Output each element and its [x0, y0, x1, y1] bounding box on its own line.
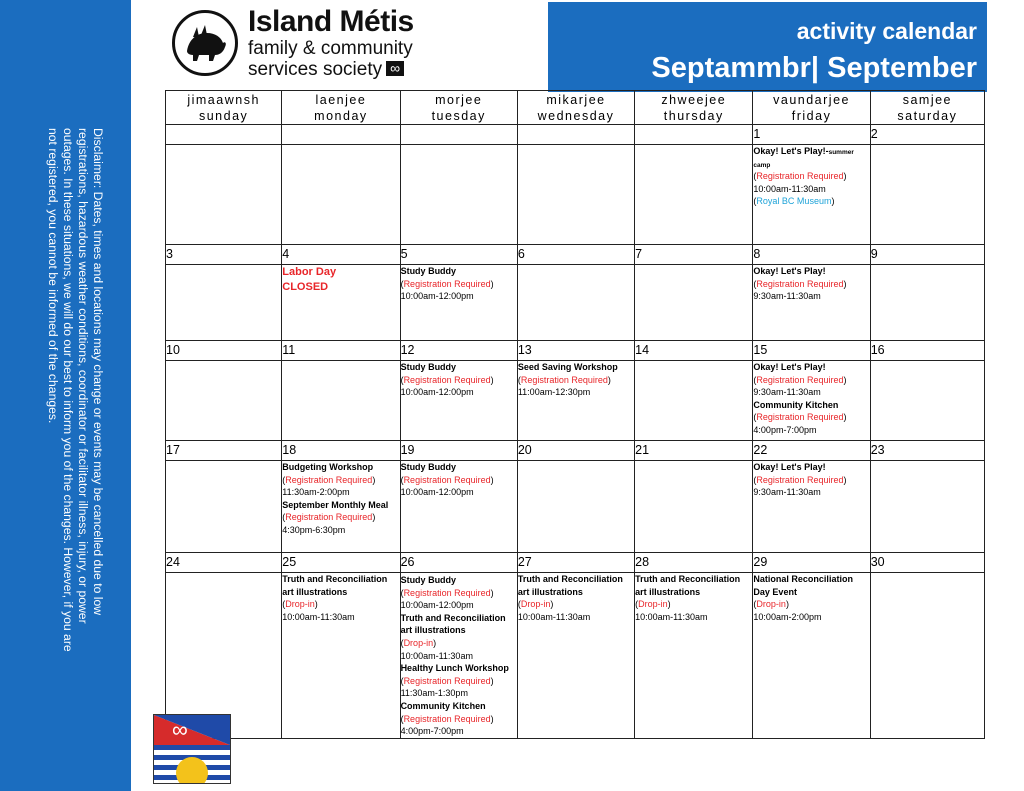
registration-note: Registration Required: [403, 675, 491, 686]
events-cell: [753, 461, 870, 553]
weekday-michif: morjee: [435, 93, 483, 107]
events-cell: [517, 265, 634, 341]
registration-note: Registration Required: [756, 374, 844, 385]
event-time: 9:30am-11:30am: [753, 291, 821, 302]
dropin-note: Drop-in: [756, 599, 786, 610]
event-dropin: (Drop-in): [282, 599, 318, 610]
date-row: [166, 341, 985, 361]
date-cell: 28: [635, 553, 753, 573]
registration-note: Registration Required: [403, 713, 491, 724]
registration-note: Registration Required: [756, 412, 844, 423]
event-time: 4:30pm-6:30pm: [282, 524, 346, 535]
event-time: 4:00pm-7:00pm: [400, 726, 464, 737]
event-title: Community Kitchen: [400, 700, 486, 711]
event-time: 10:00am-11:30am: [517, 611, 591, 622]
date-cell: 1: [753, 125, 870, 145]
date-cell: 4: [282, 245, 400, 265]
buffalo-logo-icon: [172, 10, 238, 76]
date-cell: 18: [282, 441, 400, 461]
weekday-michif: samjee: [902, 93, 952, 107]
date-cell: 14: [635, 341, 753, 361]
events-cell: [400, 573, 517, 739]
date-cell: 30: [870, 553, 984, 573]
logo-line-2: family & community: [248, 38, 413, 59]
event-registration: (Registration Required): [282, 512, 376, 523]
event-time: 10:00am-12:00pm: [400, 600, 474, 611]
event-title: Study Buddy: [400, 462, 457, 472]
events-row: [166, 573, 985, 739]
infinity-icon: ∞: [386, 61, 404, 76]
weekday-michif: vaundarjee: [773, 93, 850, 107]
weekday-header: [400, 91, 517, 125]
date-row: [166, 553, 985, 573]
events-cell: [635, 461, 753, 553]
weekday-english: tuesday: [431, 109, 486, 123]
event-registration: (Registration Required): [753, 171, 847, 182]
event-title: Truth and Reconciliation art illustrations: [400, 612, 506, 636]
events-cell: [517, 573, 634, 739]
event-registration: (Registration Required): [400, 713, 494, 724]
event-registration: (Registration Required): [400, 474, 494, 485]
registration-note: Registration Required: [403, 374, 491, 385]
calendar-table: [165, 90, 985, 742]
event-title: Truth and Reconciliation art illustrations: [635, 574, 741, 597]
registration-note: Registration Required: [285, 474, 373, 485]
events-row: [166, 145, 985, 245]
registration-note: Registration Required: [403, 278, 491, 289]
date-cell: 26: [400, 553, 517, 573]
event-time: 10:00am-11:30am: [400, 650, 473, 661]
event-registration: (Registration Required): [753, 412, 847, 423]
events-cell: [282, 573, 400, 739]
dropin-note: Drop-in: [638, 599, 668, 610]
events-row: [166, 461, 985, 553]
organization-logo: [170, 6, 420, 86]
event-registration: (Registration Required): [517, 374, 611, 385]
date-cell: 24: [166, 553, 282, 573]
date-cell: 22: [753, 441, 870, 461]
date-cell: 25: [282, 553, 400, 573]
event-registration: (Registration Required): [282, 474, 376, 485]
events-cell: [517, 361, 634, 441]
date-cell: 12: [400, 341, 517, 361]
event-registration: (Registration Required): [400, 587, 494, 598]
event-registration: (Registration Required): [400, 675, 494, 686]
holiday-label: Labor Day: [282, 266, 337, 278]
flag-infinity-icon: ∞: [172, 717, 188, 742]
event-registration: (Registration Required): [753, 374, 847, 385]
registration-note: Registration Required: [756, 278, 844, 289]
weekday-michif: mikarjee: [546, 93, 606, 107]
event-time: 10:00am-12:00pm: [400, 387, 474, 398]
event-title: Study Buddy: [400, 575, 457, 585]
weekday-header: [517, 91, 634, 125]
events-cell: [635, 361, 753, 441]
event-time: 10:00am-11:30am: [282, 611, 355, 622]
date-cell: 27: [517, 553, 634, 573]
date-cell: 6: [517, 245, 634, 265]
event-title: Study Buddy: [400, 266, 457, 276]
event-dropin: (Drop-in): [517, 599, 554, 610]
events-cell: [166, 461, 282, 553]
event-title: Okay! Let's Play!: [753, 462, 826, 472]
events-cell: [870, 145, 984, 245]
calendar-header: [548, 2, 987, 92]
events-cell: [870, 265, 984, 341]
event-okay-play: [753, 145, 869, 170]
dropin-note: Drop-in: [285, 599, 315, 610]
event-time: 4:00pm-7:00pm: [753, 424, 817, 435]
registration-note: Registration Required: [756, 171, 844, 182]
weekday-michif: jimaawnsh: [187, 93, 260, 107]
weekday-english: saturday: [897, 109, 958, 123]
date-cell: [517, 125, 634, 145]
events-cell: [753, 265, 870, 341]
dropin-note: Drop-in: [520, 599, 551, 610]
event-title: Community Kitchen: [753, 399, 839, 410]
date-row: [166, 245, 985, 265]
closed-label: CLOSED: [282, 281, 329, 293]
event-title: National Reconciliation Day Event: [753, 574, 853, 597]
registration-note: Registration Required: [403, 474, 491, 485]
weekday-michif: zhweejee: [661, 93, 727, 107]
dropin-note: Drop-in: [403, 637, 434, 648]
event-registration: (Registration Required): [400, 374, 494, 385]
date-row: [166, 125, 985, 145]
event-time: 11:00am-12:30pm: [517, 387, 591, 398]
events-cell: [870, 573, 984, 739]
date-cell: 20: [517, 441, 634, 461]
weekday-michif: laenjee: [315, 93, 367, 107]
weekday-english: monday: [314, 109, 368, 123]
date-cell: 23: [870, 441, 984, 461]
event-registration: (Registration Required): [753, 474, 847, 485]
events-cell: [282, 145, 400, 245]
logo-line-1: Island Métis: [248, 5, 414, 38]
registration-note: Registration Required: [285, 512, 373, 523]
events-row: [166, 265, 985, 341]
events-cell: [517, 145, 634, 245]
events-cell: [870, 361, 984, 441]
left-sidebar: [0, 0, 131, 791]
event-time: 9:30am-11:30am: [753, 487, 821, 498]
date-cell: 2: [870, 125, 984, 145]
event-dropin: (Drop-in): [635, 599, 671, 610]
events-cell: [166, 361, 282, 441]
date-cell: [635, 125, 753, 145]
events-row: [166, 361, 985, 441]
date-cell: 9: [870, 245, 984, 265]
event-registration: (Registration Required): [753, 278, 847, 289]
event-registration: (Registration Required): [400, 278, 494, 289]
weekday-header: [282, 91, 400, 125]
events-cell: [400, 265, 517, 341]
event-subtitle: summer camp: [753, 149, 854, 169]
event-title: Truth and Reconciliation art illustrations: [517, 574, 623, 597]
date-cell: 29: [753, 553, 870, 573]
events-cell: [166, 145, 282, 245]
date-cell: 17: [166, 441, 282, 461]
event-title: September Monthly Meal: [282, 499, 389, 510]
date-cell: 8: [753, 245, 870, 265]
events-cell: [166, 265, 282, 341]
events-cell: [635, 573, 753, 739]
date-cell: 5: [400, 245, 517, 265]
events-cell: [753, 361, 870, 441]
events-cell: [635, 145, 753, 245]
date-row: [166, 441, 985, 461]
events-cell: [400, 461, 517, 553]
date-cell: [282, 125, 400, 145]
date-cell: 16: [870, 341, 984, 361]
event-time: 10:00am-2:00pm: [753, 611, 822, 622]
registration-note: Registration Required: [403, 587, 491, 598]
events-cell: [635, 265, 753, 341]
event-time: 10:00am-11:30am: [753, 183, 826, 194]
event-time: 11:30am-2:00pm: [282, 487, 350, 498]
event-time: 9:30am-11:30am: [753, 387, 821, 398]
events-cell: [400, 361, 517, 441]
weekday-header: [166, 91, 282, 125]
event-time: 11:30am-1:30pm: [400, 688, 468, 699]
date-cell: 3: [166, 245, 282, 265]
date-cell: 7: [635, 245, 753, 265]
event-time: 10:00am-12:00pm: [400, 487, 474, 498]
weekday-header-row: [166, 91, 985, 125]
event-title: Healthy Lunch Workshop: [400, 663, 509, 674]
location-text: Royal BC Museum: [756, 196, 832, 207]
events-cell: [517, 461, 634, 553]
event-dropin: (Drop-in): [400, 637, 437, 648]
weekday-english: wednesday: [537, 109, 615, 123]
registration-note: Registration Required: [756, 474, 844, 485]
weekday-header: [870, 91, 984, 125]
logo-line-3: [248, 60, 404, 80]
weekday-english: sunday: [198, 109, 249, 123]
event-title: Okay! Let's Play!-: [753, 146, 829, 156]
event-dropin: (Drop-in): [753, 599, 789, 610]
events-cell: [870, 461, 984, 553]
event-title: Okay! Let's Play!: [753, 266, 826, 276]
weekday-header: [635, 91, 753, 125]
events-cell: [753, 573, 870, 739]
header-title: activity calendar: [796, 18, 977, 44]
bc-metis-flag-icon: [153, 714, 231, 784]
weekday-english: thursday: [663, 109, 724, 123]
events-cell: [282, 265, 400, 341]
event-title: Seed Saving Workshop: [517, 362, 618, 372]
date-cell: 19: [400, 441, 517, 461]
weekday-header: [753, 91, 870, 125]
events-cell: [400, 145, 517, 245]
header-month: Septammbr| September: [651, 52, 977, 84]
date-cell: 15: [753, 341, 870, 361]
date-cell: [400, 125, 517, 145]
events-cell: [753, 145, 870, 245]
flag-sun-icon: [176, 757, 208, 784]
event-title: Budgeting Workshop: [282, 462, 374, 472]
logo-line-3-text: services society: [248, 59, 383, 80]
event-title: Truth and Reconciliation art illustrations: [282, 574, 388, 597]
event-time: 10:00am-11:30am: [635, 611, 708, 622]
date-cell: 21: [635, 441, 753, 461]
date-cell: 11: [282, 341, 400, 361]
event-time: 10:00am-12:00pm: [400, 291, 474, 302]
registration-note: Registration Required: [520, 374, 608, 385]
events-cell: [282, 461, 400, 553]
event-title: Study Buddy: [400, 362, 457, 372]
event-title: Okay! Let's Play!: [753, 362, 826, 372]
event-location: (Royal BC Museum): [753, 196, 835, 207]
date-cell: 13: [517, 341, 634, 361]
weekday-english: friday: [791, 109, 832, 123]
disclaimer-text: Disclaimer: Dates, times and locations may change or events may be cancelled due to low registrations, hazardous weather conditions, coordinator or facilitator illness, injury, or power outages. In these situations, we will do our best to inform you of the changes. However, if you are not registered, you cannot be informed of the changes.: [46, 128, 105, 652]
date-cell: [166, 125, 282, 145]
date-cell: 10: [166, 341, 282, 361]
events-cell: [282, 361, 400, 441]
